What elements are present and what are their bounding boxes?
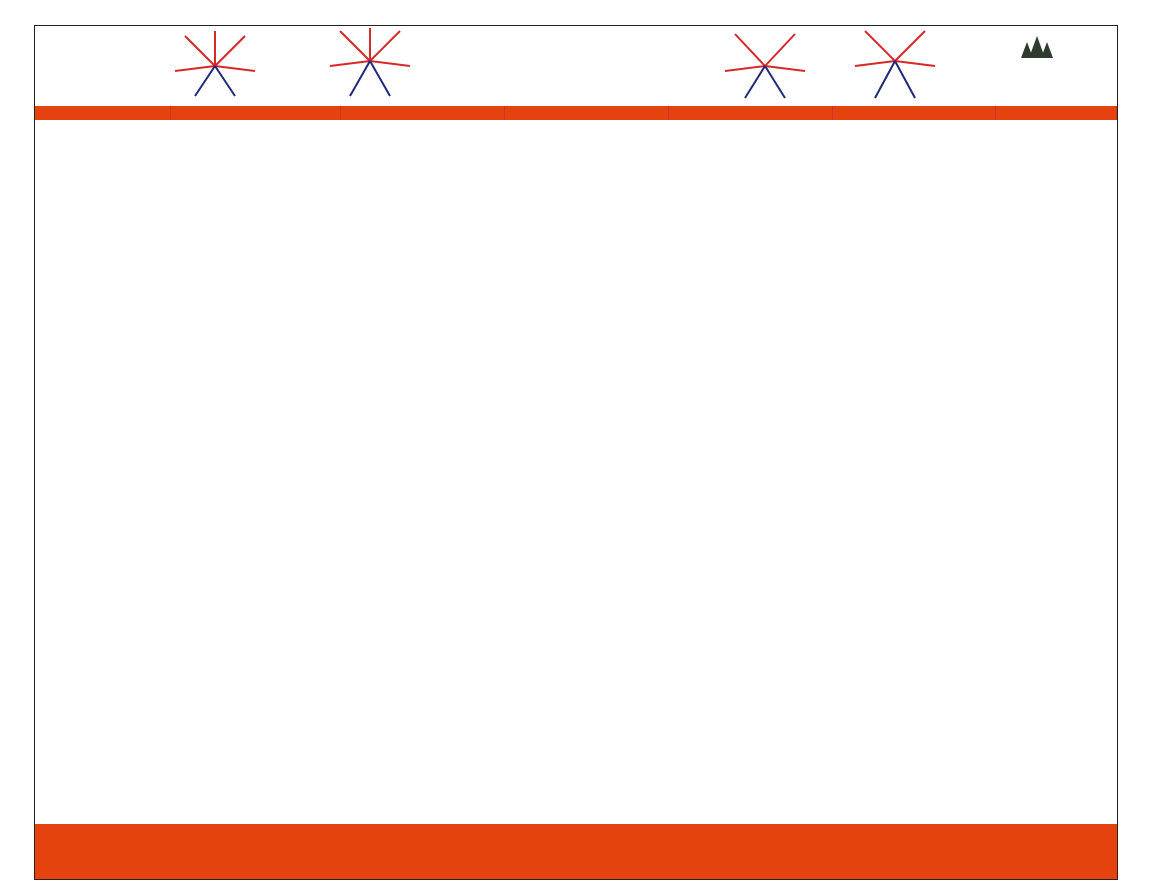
- dow-sunday: [35, 106, 171, 120]
- winchester-logo: [959, 34, 1111, 98]
- tree-icon: [1019, 34, 1055, 60]
- footer-banner: [35, 824, 1117, 879]
- dow-saturday: [996, 106, 1117, 120]
- july-title-art: [475, 28, 705, 108]
- dow-wednesday: [505, 106, 669, 120]
- dow-friday: [833, 106, 997, 120]
- dow-thursday: [669, 106, 833, 120]
- calendar-header: [35, 26, 1117, 106]
- calendar-frame: [34, 25, 1118, 880]
- fireworks-right-icon: [715, 26, 975, 106]
- dow-tuesday: [341, 106, 505, 120]
- dow-monday: [171, 106, 342, 120]
- day-of-week-row: [35, 106, 1117, 120]
